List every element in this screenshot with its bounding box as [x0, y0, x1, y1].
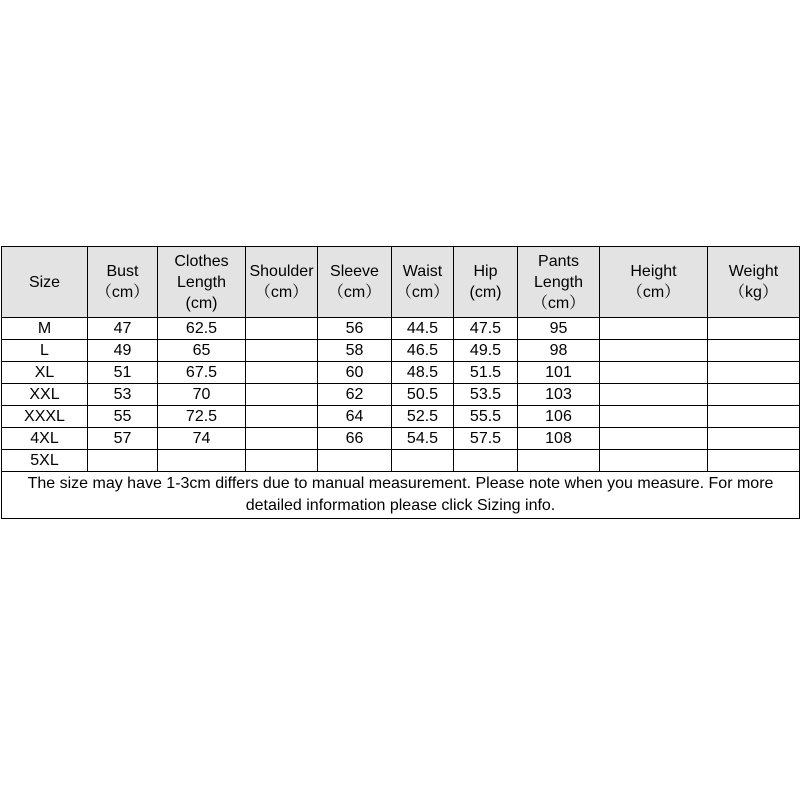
table-row [2, 384, 800, 406]
cell-waist: 48.5 [392, 362, 454, 384]
cell-bust: 51 [88, 362, 158, 384]
cell-sleeve: 66 [318, 428, 392, 450]
table-row [2, 318, 800, 340]
cell-pants-length: 98 [518, 340, 600, 362]
cell-waist: 54.5 [392, 428, 454, 450]
header-weight: Weight （kg） [708, 247, 800, 318]
cell-hip [454, 450, 518, 472]
cell-sleeve: 60 [318, 362, 392, 384]
cell-height [600, 362, 708, 384]
cell-bust: 49 [88, 340, 158, 362]
cell-shoulder [246, 362, 318, 384]
cell-waist: 46.5 [392, 340, 454, 362]
cell-pants-length: 108 [518, 428, 600, 450]
cell-weight [708, 362, 800, 384]
cell-hip: 55.5 [454, 406, 518, 428]
cell-clothes-length: 67.5 [158, 362, 246, 384]
cell-waist: 52.5 [392, 406, 454, 428]
cell-height [600, 318, 708, 340]
cell-sleeve: 58 [318, 340, 392, 362]
table-body [2, 318, 800, 472]
cell-sleeve: 56 [318, 318, 392, 340]
measurement-note: The size may have 1-3cm differs due to manual measurement. Please note when you measure. For more detailed information please click Sizing info. [2, 472, 800, 519]
cell-height [600, 406, 708, 428]
cell-bust: 53 [88, 384, 158, 406]
table-row [2, 450, 800, 472]
cell-size: XXL [2, 384, 88, 406]
cell-clothes-length [158, 450, 246, 472]
header-row [2, 247, 800, 318]
cell-waist [392, 450, 454, 472]
cell-height [600, 384, 708, 406]
cell-clothes-length: 70 [158, 384, 246, 406]
header-clothes-length: Clothes Length (cm) [158, 247, 246, 318]
cell-size: XL [2, 362, 88, 384]
cell-shoulder [246, 450, 318, 472]
size-chart [1, 246, 800, 519]
table-row [2, 406, 800, 428]
cell-hip: 49.5 [454, 340, 518, 362]
cell-size: L [2, 340, 88, 362]
cell-shoulder [246, 340, 318, 362]
cell-waist: 50.5 [392, 384, 454, 406]
cell-weight [708, 428, 800, 450]
cell-hip: 57.5 [454, 428, 518, 450]
cell-shoulder [246, 428, 318, 450]
size-table [1, 246, 800, 519]
header-bust: Bust （cm） [88, 247, 158, 318]
cell-height [600, 428, 708, 450]
cell-pants-length: 103 [518, 384, 600, 406]
header-hip: Hip (cm) [454, 247, 518, 318]
cell-hip: 47.5 [454, 318, 518, 340]
cell-clothes-length: 65 [158, 340, 246, 362]
cell-hip: 53.5 [454, 384, 518, 406]
table-row [2, 428, 800, 450]
cell-hip: 51.5 [454, 362, 518, 384]
cell-clothes-length: 72.5 [158, 406, 246, 428]
cell-bust [88, 450, 158, 472]
cell-clothes-length: 74 [158, 428, 246, 450]
cell-height [600, 450, 708, 472]
cell-pants-length: 95 [518, 318, 600, 340]
header-size: Size [2, 247, 88, 318]
cell-bust: 47 [88, 318, 158, 340]
cell-size: 4XL [2, 428, 88, 450]
header-shoulder: Shoulder （cm） [246, 247, 318, 318]
cell-clothes-length: 62.5 [158, 318, 246, 340]
cell-size: 5XL [2, 450, 88, 472]
cell-bust: 55 [88, 406, 158, 428]
note-row [2, 472, 800, 519]
header-waist: Waist （cm） [392, 247, 454, 318]
cell-sleeve: 62 [318, 384, 392, 406]
cell-height [600, 340, 708, 362]
cell-weight [708, 384, 800, 406]
cell-pants-length: 101 [518, 362, 600, 384]
cell-weight [708, 318, 800, 340]
cell-shoulder [246, 318, 318, 340]
cell-sleeve [318, 450, 392, 472]
cell-bust: 57 [88, 428, 158, 450]
header-pants-length: Pants Length （cm） [518, 247, 600, 318]
cell-pants-length: 106 [518, 406, 600, 428]
cell-weight [708, 450, 800, 472]
table-row [2, 340, 800, 362]
cell-sleeve: 64 [318, 406, 392, 428]
cell-weight [708, 340, 800, 362]
cell-shoulder [246, 406, 318, 428]
table-row [2, 362, 800, 384]
cell-size: M [2, 318, 88, 340]
header-sleeve: Sleeve （cm） [318, 247, 392, 318]
cell-pants-length [518, 450, 600, 472]
cell-waist: 44.5 [392, 318, 454, 340]
cell-shoulder [246, 384, 318, 406]
cell-weight [708, 406, 800, 428]
cell-size: XXXL [2, 406, 88, 428]
header-height: Height （cm） [600, 247, 708, 318]
